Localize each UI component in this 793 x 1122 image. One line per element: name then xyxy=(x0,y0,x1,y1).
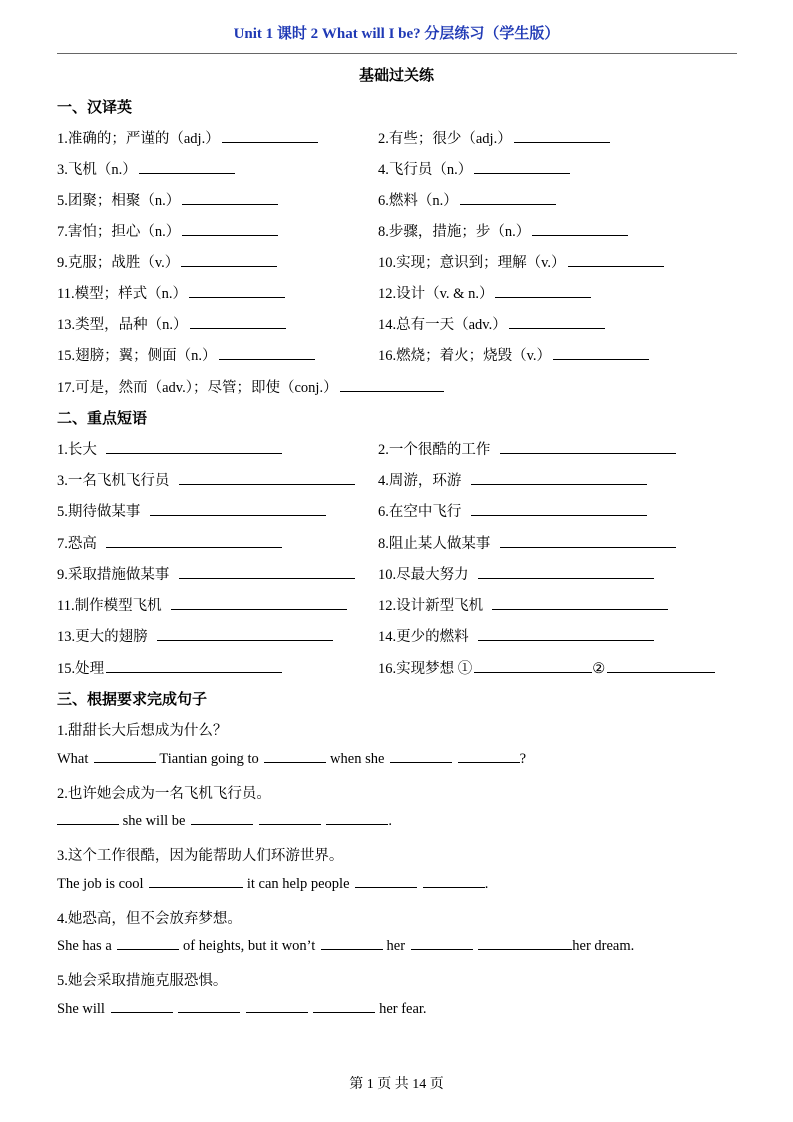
answer-blank[interactable] xyxy=(460,203,556,205)
answer-blank[interactable] xyxy=(478,639,654,641)
section1-item: 8.步骤，措施；步（n.） xyxy=(378,220,628,241)
section2-item: 6.在空中飞行 xyxy=(378,500,647,521)
answer-blank[interactable] xyxy=(313,1011,375,1013)
answer-blank[interactable] xyxy=(607,671,715,673)
circle-two-label: ② xyxy=(592,661,606,677)
answer-blank[interactable] xyxy=(264,761,326,763)
answer-blank[interactable] xyxy=(458,761,520,763)
answer-blank[interactable] xyxy=(326,823,388,825)
section2-item: 3.一名飞机飞行员 xyxy=(57,469,355,490)
answer-blank[interactable] xyxy=(149,886,243,888)
section2-item: 7.恐高 xyxy=(57,532,282,553)
question-4-chinese: 4.她恐高，但不会放弃梦想。 xyxy=(57,911,242,927)
section1-item: 7.害怕；担心（n.） xyxy=(57,220,278,241)
section2-item: 9.采取措施做某事 xyxy=(57,563,355,584)
question-5-sentence: She will her fear. xyxy=(57,1001,427,1017)
answer-blank[interactable] xyxy=(390,761,452,763)
answer-blank[interactable] xyxy=(111,1011,173,1013)
answer-blank[interactable] xyxy=(57,823,119,825)
answer-blank[interactable] xyxy=(411,948,473,950)
answer-blank[interactable] xyxy=(181,265,277,267)
answer-blank[interactable] xyxy=(117,948,179,950)
answer-blank[interactable] xyxy=(478,948,572,950)
question-1-sentence: What Tiantian going to when she ? xyxy=(57,751,527,767)
section1-item: 5.团聚；相聚（n.） xyxy=(57,189,278,210)
section2-item: 10.尽最大努力 xyxy=(378,563,654,584)
section1-item: 17.可是，然而（adv.）；尽管；即使（conj.） xyxy=(57,376,444,397)
answer-blank[interactable] xyxy=(471,514,647,516)
section1-item: 9.克服；战胜（v.） xyxy=(57,251,277,272)
answer-blank[interactable] xyxy=(179,577,355,579)
answer-blank[interactable] xyxy=(178,1011,240,1013)
answer-blank[interactable] xyxy=(94,761,156,763)
section2-title: 二、重点短语 xyxy=(57,411,148,427)
page-header-title: Unit 1 课时 2 What will I be? 分层练习（学生版） xyxy=(233,26,560,42)
answer-blank[interactable] xyxy=(355,886,417,888)
section-subtitle: 基础过关练 xyxy=(358,68,434,84)
question-3-sentence: The job is cool it can help people . xyxy=(57,876,489,892)
answer-blank[interactable] xyxy=(532,234,628,236)
answer-blank[interactable] xyxy=(139,172,235,174)
answer-blank[interactable] xyxy=(179,483,355,485)
section1-item: 1.准确的；严谨的（adj.） xyxy=(57,127,318,148)
answer-blank[interactable] xyxy=(423,886,485,888)
section3-title: 三、根据要求完成句子 xyxy=(57,692,208,708)
section1-title: 一、汉译英 xyxy=(57,100,133,116)
answer-blank[interactable] xyxy=(471,483,647,485)
answer-blank[interactable] xyxy=(509,327,605,329)
answer-blank[interactable] xyxy=(157,639,333,641)
section2-item: 2.一个很酷的工作 xyxy=(378,438,676,459)
answer-blank[interactable] xyxy=(568,265,664,267)
answer-blank[interactable] xyxy=(500,452,676,454)
section1-item: 11.模型；样式（n.） xyxy=(57,282,285,303)
question-4-sentence: She has a of heights, but it won’t her her dream. xyxy=(57,938,635,954)
answer-blank[interactable] xyxy=(182,203,278,205)
section1-item: 4.飞行员（n.） xyxy=(378,158,570,179)
question-3-chinese: 3.这个工作很酷，因为能帮助人们环游世界。 xyxy=(57,848,344,864)
section2-item: 14.更少的燃料 xyxy=(378,625,654,646)
section2-item: 16.实现梦想 ① ② xyxy=(378,657,715,678)
section1-item: 14.总有一天（adv.） xyxy=(378,313,605,334)
section2-item: 13.更大的翅膀 xyxy=(57,625,333,646)
answer-blank[interactable] xyxy=(321,948,383,950)
section1-item: 16.燃烧；着火；烧毁（v.） xyxy=(378,344,649,365)
section2-item: 15.处理 xyxy=(57,657,282,678)
answer-blank[interactable] xyxy=(553,358,649,360)
section2-item: 11.制作模型飞机 xyxy=(57,594,347,615)
answer-blank[interactable] xyxy=(219,358,315,360)
answer-blank[interactable] xyxy=(514,141,610,143)
answer-blank[interactable] xyxy=(474,671,592,673)
answer-blank[interactable] xyxy=(474,172,570,174)
answer-blank[interactable] xyxy=(340,390,444,392)
answer-blank[interactable] xyxy=(171,608,347,610)
question-5-chinese: 5.她会采取措施克服恐惧。 xyxy=(57,973,228,989)
answer-blank[interactable] xyxy=(190,327,286,329)
answer-blank[interactable] xyxy=(222,141,318,143)
answer-blank[interactable] xyxy=(495,296,591,298)
question-2-sentence: she will be . xyxy=(57,813,392,830)
answer-blank[interactable] xyxy=(500,546,676,548)
answer-blank[interactable] xyxy=(106,671,282,673)
answer-blank[interactable] xyxy=(246,1011,308,1013)
section1-item: 13.类型，品种（n.） xyxy=(57,313,286,334)
answer-blank[interactable] xyxy=(492,608,668,610)
section1-item: 12.设计（v. & n.） xyxy=(378,282,591,303)
question-1-chinese: 1.甜甜长大后想成为什么？ xyxy=(57,723,228,739)
section2-item: 1.长大 xyxy=(57,438,282,459)
section1-item: 15.翅膀；翼；侧面（n.） xyxy=(57,344,315,365)
section2-item: 4.周游，环游 xyxy=(378,469,647,490)
answer-blank[interactable] xyxy=(259,823,321,825)
section1-item: 3.飞机（n.） xyxy=(57,158,235,179)
section1-item: 2.有些；很少（adj.） xyxy=(378,127,610,148)
page-number-footer: 第 1 页 共 14 页 xyxy=(349,1077,444,1092)
answer-blank[interactable] xyxy=(182,234,278,236)
section2-item: 5.期待做某事 xyxy=(57,500,326,521)
header-divider xyxy=(57,53,737,54)
answer-blank[interactable] xyxy=(478,577,654,579)
section1-item: 10.实现；意识到；理解（v.） xyxy=(378,251,664,272)
answer-blank[interactable] xyxy=(150,514,326,516)
section1-item: 6.燃料（n.） xyxy=(378,189,556,210)
answer-blank[interactable] xyxy=(106,546,282,548)
answer-blank[interactable] xyxy=(106,452,282,454)
answer-blank[interactable] xyxy=(191,823,253,825)
section2-item: 12.设计新型飞机 xyxy=(378,594,668,615)
answer-blank[interactable] xyxy=(189,296,285,298)
question-2-chinese: 2.也许她会成为一名飞机飞行员。 xyxy=(57,786,271,802)
section2-item: 8.阻止某人做某事 xyxy=(378,532,676,553)
